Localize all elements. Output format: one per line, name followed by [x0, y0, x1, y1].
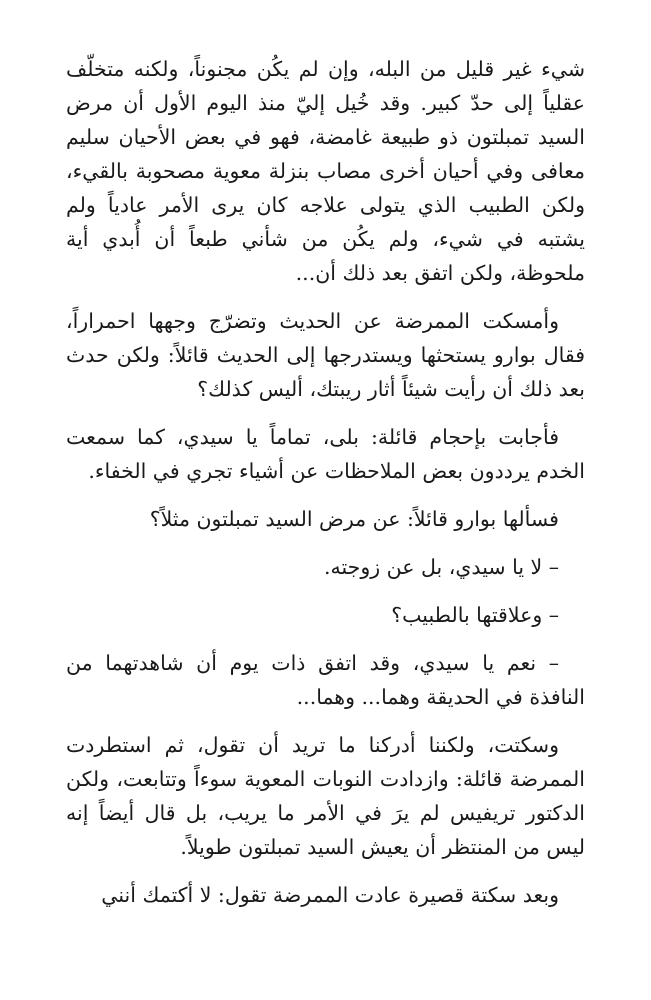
paragraph-4: فسألها بوارو قائلاً: عن مرض السيد تمبلتون مثلاً؟ [149, 507, 559, 531]
paragraph-5: وسكتت، ولكننا أدركنا ما تريد أن تقول، ثم استطردت الممرضة قائلة: وازدادت النوبات المعوية سوءاً وتتابعت، ولكن الدكتور تريفيس لم يرَ في الأمر ما يريب، بل قال أيضاً إنه ليس من المنتظر أن يعيش السيد تمبلتون طويلاً. [66, 733, 585, 859]
book-page [66, 52, 585, 912]
dialogue-line-2: – وعلاقتها بالطبيب؟ [391, 603, 559, 627]
dialogue-line-3: – نعم يا سيدي، وقد اتفق ذات يوم أن شاهدتهما من النافذة في الحديقة وهما... وهما... [66, 651, 585, 709]
paragraph-1: شيء غير قليل من البله، وإن لم يكُن مجنوناً، ولكنه متخلّف عقلياً إلى حدّ كبير. وقد خُيل إليّ منذ اليوم الأول أن مرض السيد تمبلتون ذو طبيعة غامضة، فهو في بعض الأحيان سليم معافى وفي أحيان أخرى مصاب بنزلة معوية مصحوبة بالقيء، ولكن الطبيب الذي يتولى علاجه كان يرى الأمر عادياً ولم يشتبه في شيء، ولم يكُن من شأني طبعاً أن أُبدي أية ملحوظة، ولكن اتفق بعد ذلك أن... [66, 57, 585, 285]
paragraph-2: وأمسكت الممرضة عن الحديث وتضرّج وجهها احمراراً، فقال بوارو يستحثها ويستدرجها إلى الحديث قائلاً: ولكن حدث بعد ذلك أن رأيت شيئاً أثار ريبتك، أليس كذلك؟ [66, 309, 585, 401]
dialogue-line-1: – لا يا سيدي، بل عن زوجته. [323, 555, 559, 579]
paragraph-6: وبعد سكتة قصيرة عادت الممرضة تقول: لا أكتمك أنني [101, 883, 559, 907]
paragraph-3: فأجابت بإحجام قائلة: بلى، تماماً يا سيدي، كما سمعت الخدم يرددون بعض الملاحظات عن أشياء تجري في الخفاء. [66, 425, 585, 483]
